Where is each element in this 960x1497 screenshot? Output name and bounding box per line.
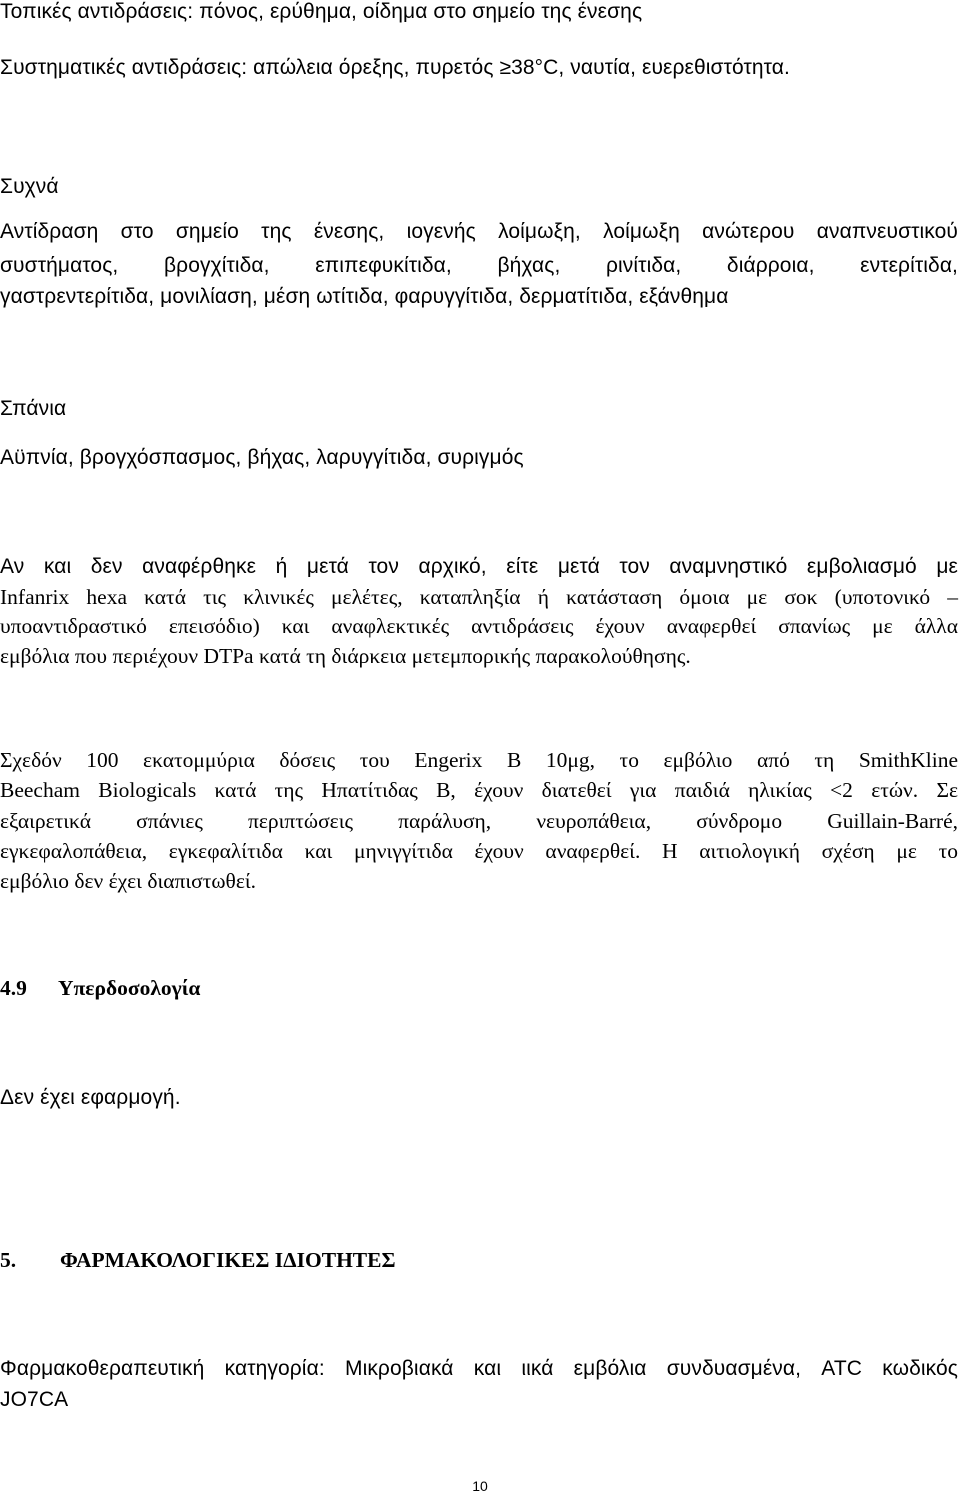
infanrix-paragraph-line: Αν και δεν αναφέρθηκε ή μετά τον αρχικό, είτε μετά τον αναμνηστικό εμβολιασμό με — [0, 555, 958, 578]
pharmacotherapeutic-line: Φαρμακοθεραπευτική κατηγορία: Μικροβιακά και ιικά εμβόλια συνδυασμένα, ATC κωδικός — [0, 1357, 958, 1380]
engerix-paragraph-line: Beecham Biologicals κατά της Ηπατίτιδας Β, έχουν διατεθεί για παιδιά ηλικίας <2 ετών. Σε — [0, 778, 958, 802]
rare-heading: Σπάνια — [0, 397, 67, 420]
engerix-paragraph-line: εγκεφαλοπάθεια, εγκεφαλίτιδα και μηνιγγίτιδα έχουν αναφερθεί. Η αιτιολογική σχέση με το — [0, 839, 958, 863]
infanrix-paragraph-line: υποαντιδραστικό επεισόδιο) και αναφλεκτικές αντιδράσεις έχουν αναφερθεί σπανίως με άλλα — [0, 614, 958, 638]
section-4-9-heading — [0, 976, 200, 1001]
engerix-paragraph-line: Σχεδόν 100 εκατομμύρια δόσεις του Engerix B 10μg, το εμβόλιο από τη SmithKline — [0, 748, 958, 772]
section-4-9-text: Δεν έχει εφαρμογή. — [0, 1086, 181, 1109]
infanrix-paragraph-line: Infanrix hexa κατά τις κλινικές μελέτες, καταπληξία ή κατάσταση όμοια με σοκ (υποτονικό – — [0, 585, 958, 609]
rare-text: Αϋπνία, βρογχόσπασμος, βήχας, λαρυγγίτιδα, συριγμός — [0, 446, 524, 469]
page-number: 10 — [472, 1478, 488, 1494]
section-title: ΦΑΡΜΑΚΟΛΟΓΙΚΕΣ ΙΔΙΟΤΗΤΕΣ — [60, 1248, 396, 1272]
section-5-heading — [0, 1248, 396, 1273]
engerix-paragraph-line: εμβόλιο δεν έχει διαπιστωθεί. — [0, 869, 257, 893]
infanrix-paragraph-line: εμβόλια που περιέχουν DTPa κατά τη διάρκεια μετεμπορικής παρακολούθησης. — [0, 644, 691, 668]
section-number: 4.9 — [0, 976, 27, 1000]
pharmacotherapeutic-line: JO7CA — [0, 1388, 69, 1411]
section-title: Υπερδοσολογία — [58, 976, 201, 1000]
common-heading: Συχνά — [0, 175, 59, 198]
common-text-line: γαστρεντερίτιδα, μονιλίαση, μέση ωτίτιδα, φαρυγγίτιδα, δερματίτιδα, εξάνθημα — [0, 285, 729, 308]
common-text-line: συστήματος, βρογχίτιδα, επιπεφυκίτιδα, βήχας, ρινίτιδα, διάρροια, εντερίτιδα, — [0, 254, 958, 277]
local-reactions-line: Τοπικές αντιδράσεις: πόνος, ερύθημα, οίδημα στο σημείο της ένεσης — [0, 0, 643, 23]
section-number: 5. — [0, 1248, 17, 1272]
systemic-reactions-line: Συστηματικές αντιδράσεις: απώλεια όρεξης, πυρετός ≥38°C, ναυτία, ευερεθιστότητα. — [0, 56, 790, 79]
engerix-paragraph-line: εξαιρετικά σπάνιες περιπτώσεις παράλυση, νευροπάθεια, σύνδρομο Guillain-Barré, — [0, 809, 958, 833]
common-text-line: Αντίδραση στο σημείο της ένεσης, ιογενής λοίμωξη, λοίμωξη ανώτερου αναπνευστικού — [0, 220, 958, 243]
